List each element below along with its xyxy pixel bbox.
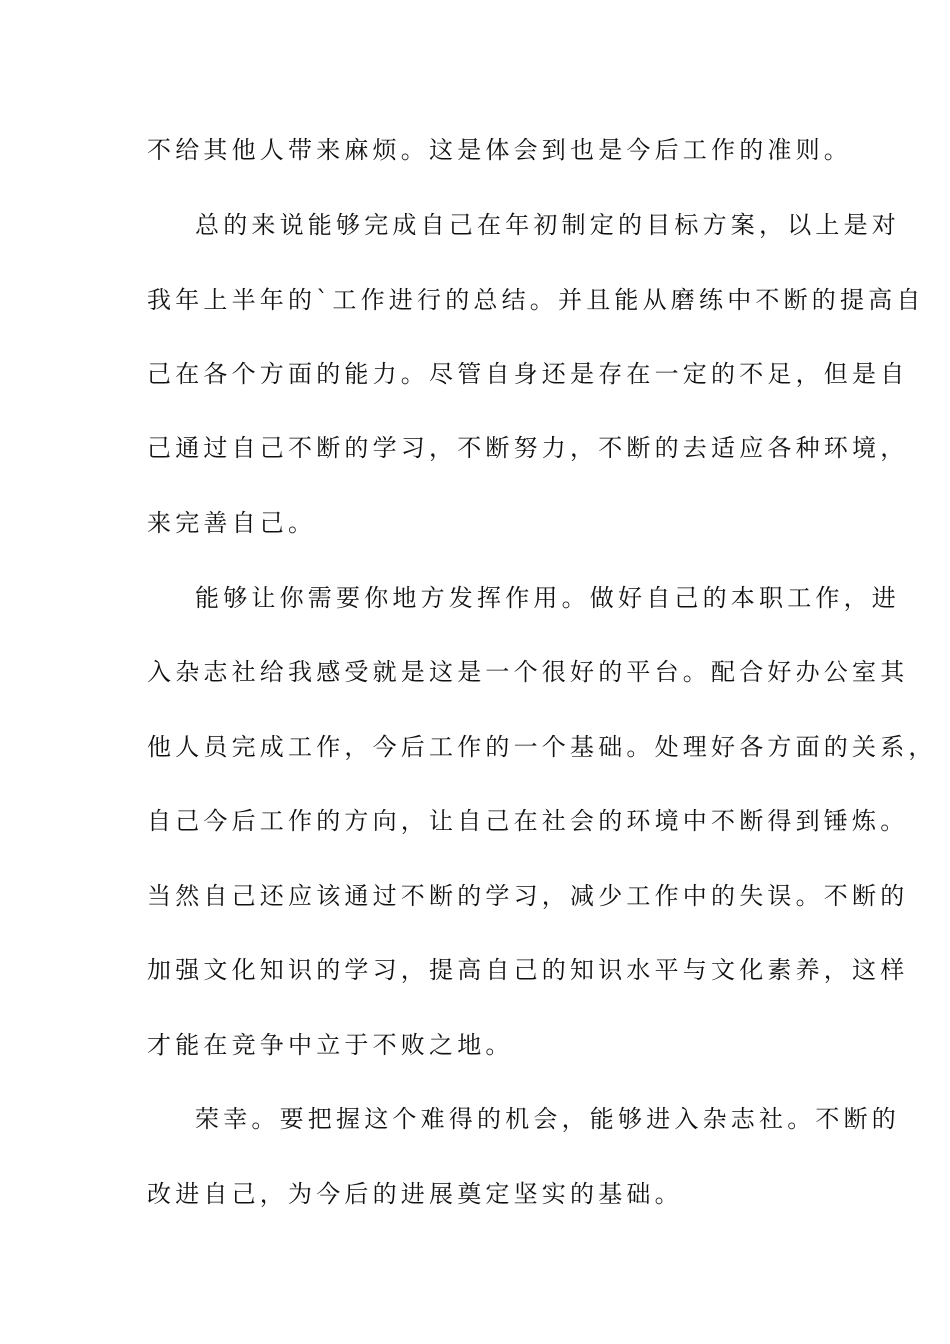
text-line: 加强文化知识的学习，提高自己的知识水平与文化素养，这样 [147,956,909,984]
text-line: 己在各个方面的能力。尽管自身还是存在一定的不足，但是自 [147,360,909,388]
text-line: 自己今后工作的方向，让自己在社会的环境中不断得到锤炼。 [147,807,909,835]
text-line: 不给其他人带来麻烦。这是体会到也是今后工作的准则。 [147,136,852,164]
paragraph-first-line: 能够让你需要你地方发挥作用。做好自己的本职工作，进 [195,584,900,612]
text-line: 当然自己还应该通过不断的学习，减少工作中的失误。不断的 [147,882,909,910]
paragraph-first-line: 荣幸。要把握这个难得的机会，能够进入杂志社。不断的 [195,1105,900,1133]
text-line: 改进自己，为今后的进展奠定坚实的基础。 [147,1180,683,1208]
text-line: 他人员完成工作，今后工作的一个基础。处理好各方面的关系， [147,733,937,761]
text-line: 才能在竞争中立于不败之地。 [147,1031,514,1059]
text-line: 己通过自己不断的学习，不断努力，不断的去适应各种环境， [147,434,909,462]
text-line: 来完善自己。 [147,509,317,537]
text-line: 我年上半年的`工作进行的总结。并且能从磨练中不断的提高自 [147,286,925,314]
text-line: 入杂志社给我感受就是这是一个很好的平台。配合好办公室其 [147,658,909,686]
paragraph-first-line: 总的来说能够完成自己在年初制定的目标方案，以上是对 [195,211,900,239]
